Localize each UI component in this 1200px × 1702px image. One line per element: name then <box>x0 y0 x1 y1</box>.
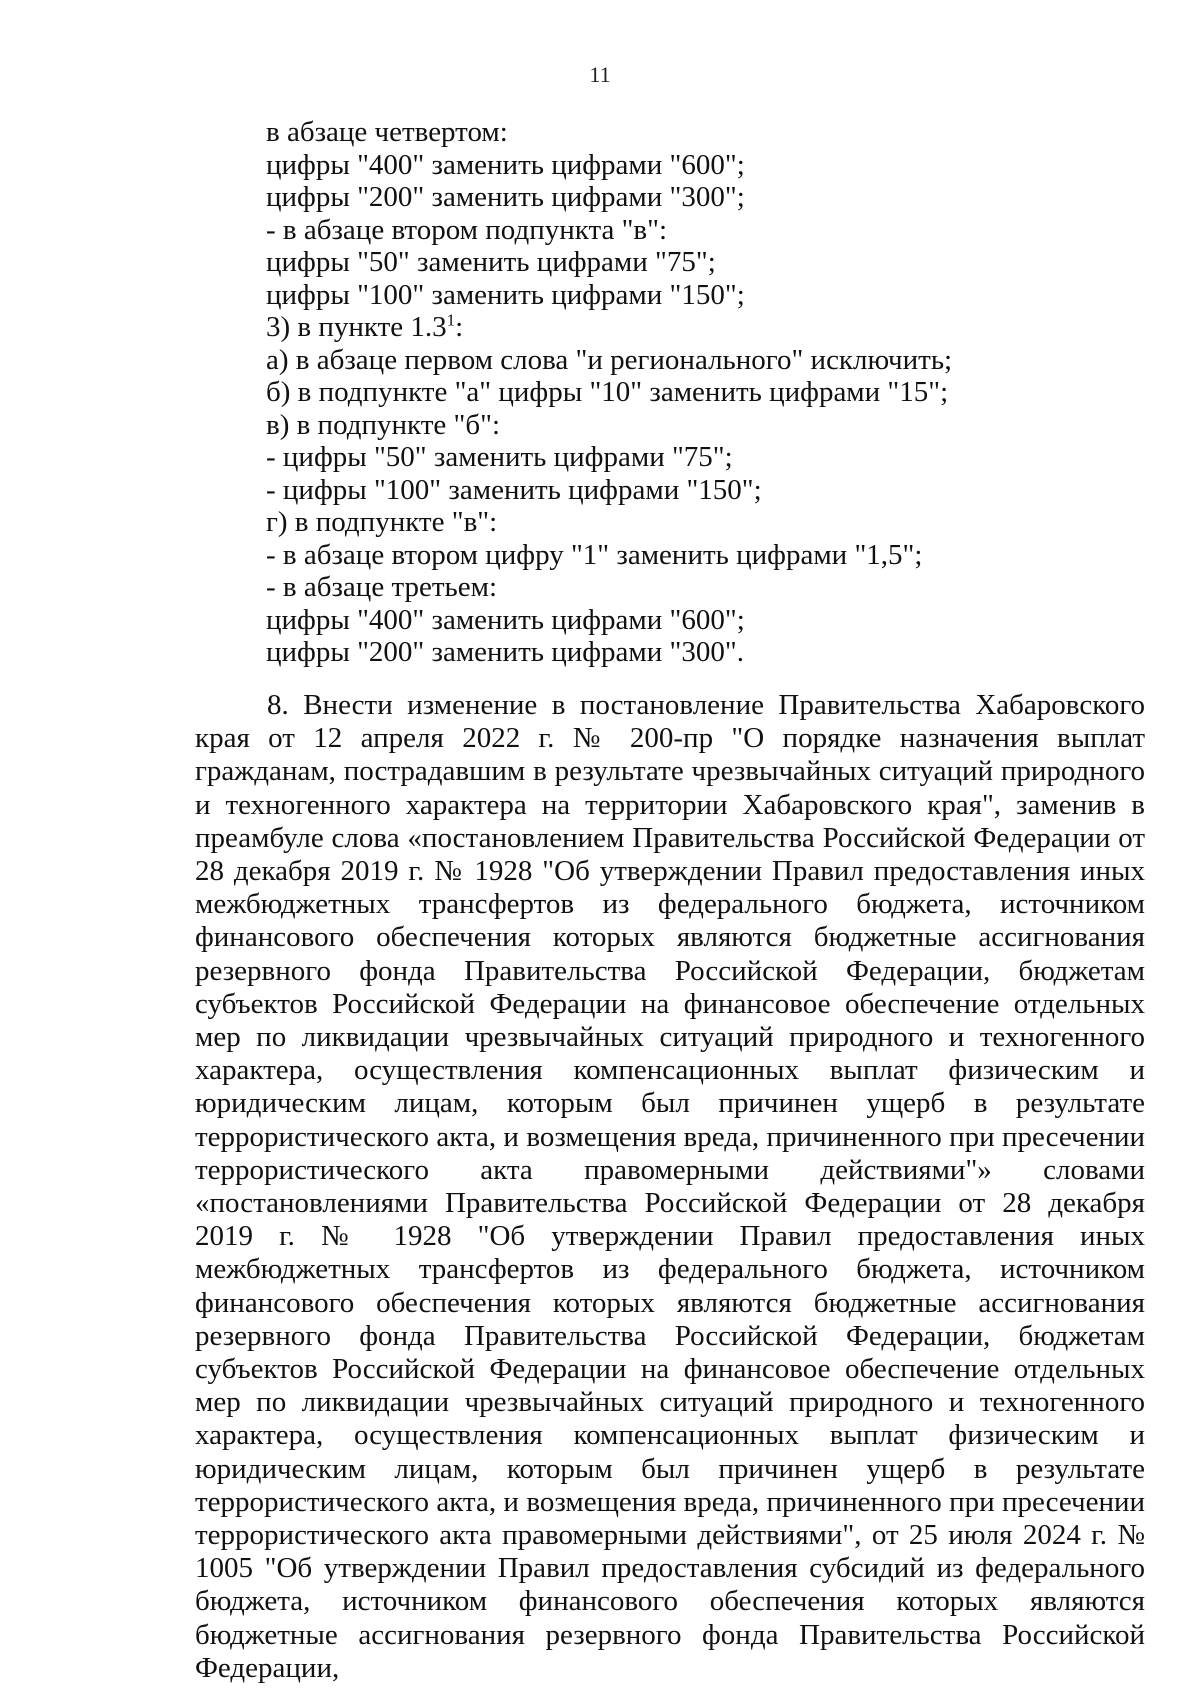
amendment-line: в) в подпункте "б": <box>266 408 501 441</box>
amendment-line: - цифры "50" заменить цифрами "75"; <box>266 441 733 473</box>
superscript-index: 1 <box>446 310 456 330</box>
amendment-line: цифры "50" заменить цифрами "75"; <box>266 246 716 278</box>
page-number: 11 <box>589 62 611 87</box>
amendment-line: г) в подпункте "в": <box>266 506 498 538</box>
amendment-line: - в абзаце третьем: <box>266 571 498 603</box>
amendment-line: б) в подпункте "а" цифры "10" заменить цифрами "15"; <box>266 376 949 408</box>
amendment-line: - в абзаце втором подпункта "в": <box>266 213 668 246</box>
paragraph-8: 8. Внести изменение в постановление Правительства Хабаровского края от 12 апреля 2022 г. № 200-пр "О порядке назначения выплат гражданам, пострадавшим в результате чрезвычайных ситуаций природного и техногенного характера на территории Хабаровского края", заменив в преамбуле слова «постановлением Правительства Российской Федерации от 28 декабря 2019 г. № 1928 "Об утверждении Правил предоставления иных межбюджетных трансфертов из федерального бюджета, источником финансового обеспечения которых являются бюджетные ассигнования резервного фонда Правительства Российской Федерации, бюджетам субъектов Российской Федерации на финансовое обеспечение отдельных мер по ликвидации чрезвычайных ситуаций природного и техногенного характера, осуществления компенсационных выплат физическим и юридическим лицам, которым был причинен ущерб в результате террористического акта, и возмещения вреда, причиненного при пресечении террористического акта правомерными действиями"» словами «постановлениями Правительства Российской Федерации от 28 декабря 2019 г. № 1928 "Об утверждении Правил предоставления иных межбюджетных трансфертов из федерального бюджета, источником финансового обеспечения которых являются бюджетные ассигнования резервного фонда Правительства Российской Федерации, бюджетам субъектов Российской Федерации на финансовое обеспечение отдельных мер по ликвидации чрезвычайных ситуаций природного и техногенного характера, осуществления компенсационных выплат физическим и юридическим лицам, которым был причинен ущерб в результате террористического акта, и возмещения вреда, причиненного при пресечении террористического акта правомерными действиями", от 25 июля 2024 г. № 1005 "Об утверждении Правил предоставления субсидий из федерального бюджета, источником финансового обеспечения которых являются бюджетные ассигнования резервного фонда Правительства Российской Федерации, <box>195 689 1145 1684</box>
amendment-line: - в абзаце втором цифру "1" заменить цифрами "1,5"; <box>266 538 923 571</box>
amendment-line-point-1-3 <box>266 311 1146 344</box>
amendment-line: цифры "400" заменить цифрами "600"; <box>266 148 745 181</box>
amendment-line: в абзаце четвертом: <box>266 116 508 148</box>
amendment-line: а) в абзаце первом слова "и регионального" исключить; <box>266 343 953 376</box>
point-1-3-colon: : <box>455 311 464 343</box>
point-1-3-text: 3) в пункте 1.3 <box>266 311 447 343</box>
amendment-line: цифры "200" заменить цифрами "300". <box>266 636 744 668</box>
amendment-list <box>266 116 1146 669</box>
amendment-line: цифры "200" заменить цифрами "300"; <box>266 181 745 213</box>
amendment-line: цифры "100" заменить цифрами "150"; <box>266 278 745 311</box>
amendment-line: - цифры "100" заменить цифрами "150"; <box>266 473 762 506</box>
amendment-line: цифры "400" заменить цифрами "600"; <box>266 603 745 636</box>
